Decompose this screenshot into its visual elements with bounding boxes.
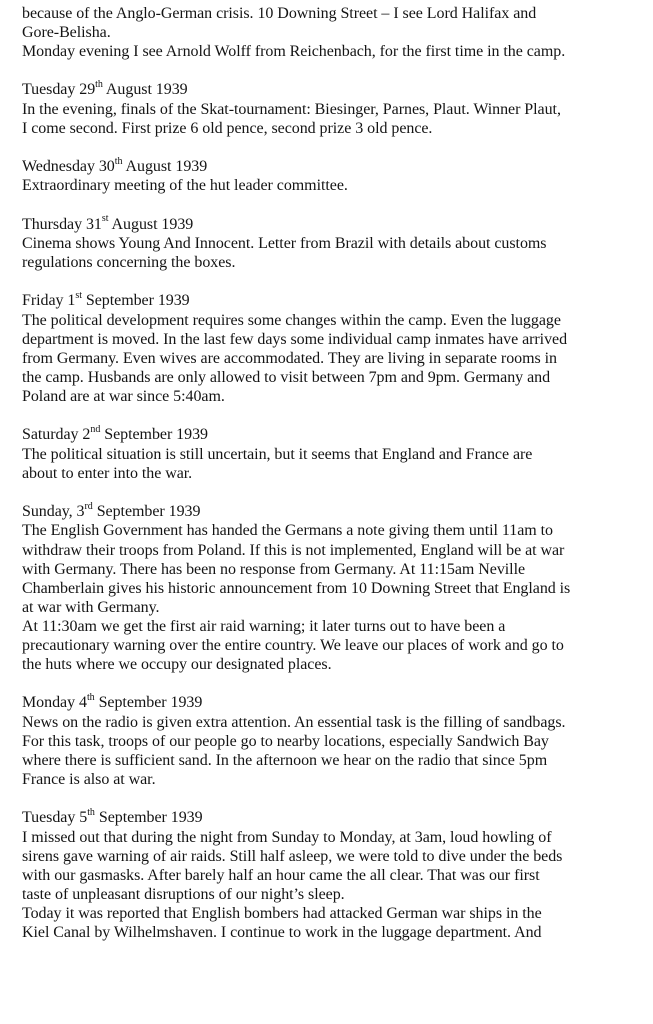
text-line: the camp. Husbands are only allowed to visit between 7pm and 9pm. Germany and (22, 369, 551, 387)
text-line: In the evening, finals of the Skat-tournament: Biesinger, Parnes, Plaut. Winner Plaut, (22, 100, 561, 118)
text-line: at war with Germany. (22, 598, 160, 616)
diary-entry-aug-29 (22, 80, 638, 138)
text-line: Kiel Canal by Wilhelmshaven. I continue to work in the luggage department. And (22, 924, 542, 941)
text-line: I come second. First prize 6 old pence, second prize 3 old pence. (22, 119, 433, 137)
text-line: regulations concerning the boxes. (22, 254, 236, 272)
text-line: Cinema shows Young And Innocent. Letter from Brazil with details about customs (22, 235, 547, 253)
diary-entry-sep-3 (22, 502, 638, 674)
text-line: Chamberlain gives his historic announcement from 10 Downing Street that England is (22, 579, 571, 597)
text-line: precautionary warning over the entire country. We leave our places of work and go to (22, 636, 564, 654)
text-line: where there is sufficient sand. In the afternoon we hear on the radio that since 5pm (22, 751, 548, 769)
text-line: with Germany. There has been no response from Germany. At 11:15am Neville (22, 560, 526, 578)
text-line: News on the radio is given extra attention. An essential task is the filling of sandbags. (22, 713, 566, 731)
entry-date-heading: Tuesday 5th September 1939 (22, 806, 203, 827)
text-line: The political situation is still uncertain, but it seems that England and France are (22, 445, 533, 463)
diary-entry-sep-5 (22, 808, 638, 942)
text-line: France is also at war. (22, 770, 156, 788)
diary-entry-sep-4 (22, 693, 638, 789)
text-line: Extraordinary meeting of the hut leader committee. (22, 177, 348, 195)
diary-entry-continuation (22, 4, 638, 61)
text-line: withdraw their troops from Poland. If this is not implemented, England will be at war (22, 541, 565, 559)
text-line: The political development requires some changes within the camp. Even the luggage (22, 311, 561, 329)
text-line: because of the Anglo-German crisis. 10 Downing Street – I see Lord Halifax and (22, 5, 537, 22)
entry-date-heading: Sunday, 3rd September 1939 (22, 500, 201, 520)
diary-text (22, 4, 638, 942)
text-line: taste of unpleasant disruptions of our night’s sleep. (22, 885, 345, 903)
text-line: with our gasmasks. After barely half an hour came the all clear. That was our first (22, 866, 540, 884)
text-line: Monday evening I see Arnold Wolff from Reichenbach, for the first time in the camp. (22, 43, 566, 61)
text-line: Gore-Belisha. (22, 24, 111, 42)
entry-date-heading: Wednesday 30th August 1939 (22, 155, 208, 175)
entry-date-heading: Thursday 31st August 1939 (22, 213, 194, 233)
text-line: Today it was reported that English bombers had attacked German war ships in the (22, 904, 542, 922)
entry-date-heading: Tuesday 29th August 1939 (22, 78, 188, 99)
entry-date-heading: Friday 1st September 1939 (22, 289, 190, 310)
diary-entry-aug-30 (22, 157, 638, 196)
text-line: Poland are at war since 5:40am. (22, 388, 225, 406)
text-line: For this task, troops of our people go to nearby locations, especially Sandwich Bay (22, 732, 549, 750)
text-line: The English Government has handed the Germans a note giving them until 11am to (22, 522, 553, 540)
entry-date-heading: Monday 4th September 1939 (22, 691, 203, 712)
text-line: the huts where we occupy our designated places. (22, 656, 332, 674)
diary-entry-sep-1 (22, 291, 638, 406)
text-line: sirens gave warning of air raids. Still half asleep, we were told to dive under the beds (22, 847, 563, 865)
text-line: from Germany. Even wives are accommodated. They are living in separate rooms in (22, 349, 557, 367)
diary-entry-aug-31 (22, 215, 638, 273)
text-line: department is moved. In the last few days some individual camp inmates have arrived (22, 330, 568, 348)
text-line: about to enter into the war. (22, 464, 193, 482)
diary-entry-sep-2 (22, 425, 638, 483)
text-line: I missed out that during the night from Sunday to Monday, at 3am, loud howling of (22, 828, 552, 846)
text-line: At 11:30am we get the first air raid warning; it later turns out to have been a (22, 617, 506, 635)
entry-date-heading: Saturday 2nd September 1939 (22, 423, 208, 444)
